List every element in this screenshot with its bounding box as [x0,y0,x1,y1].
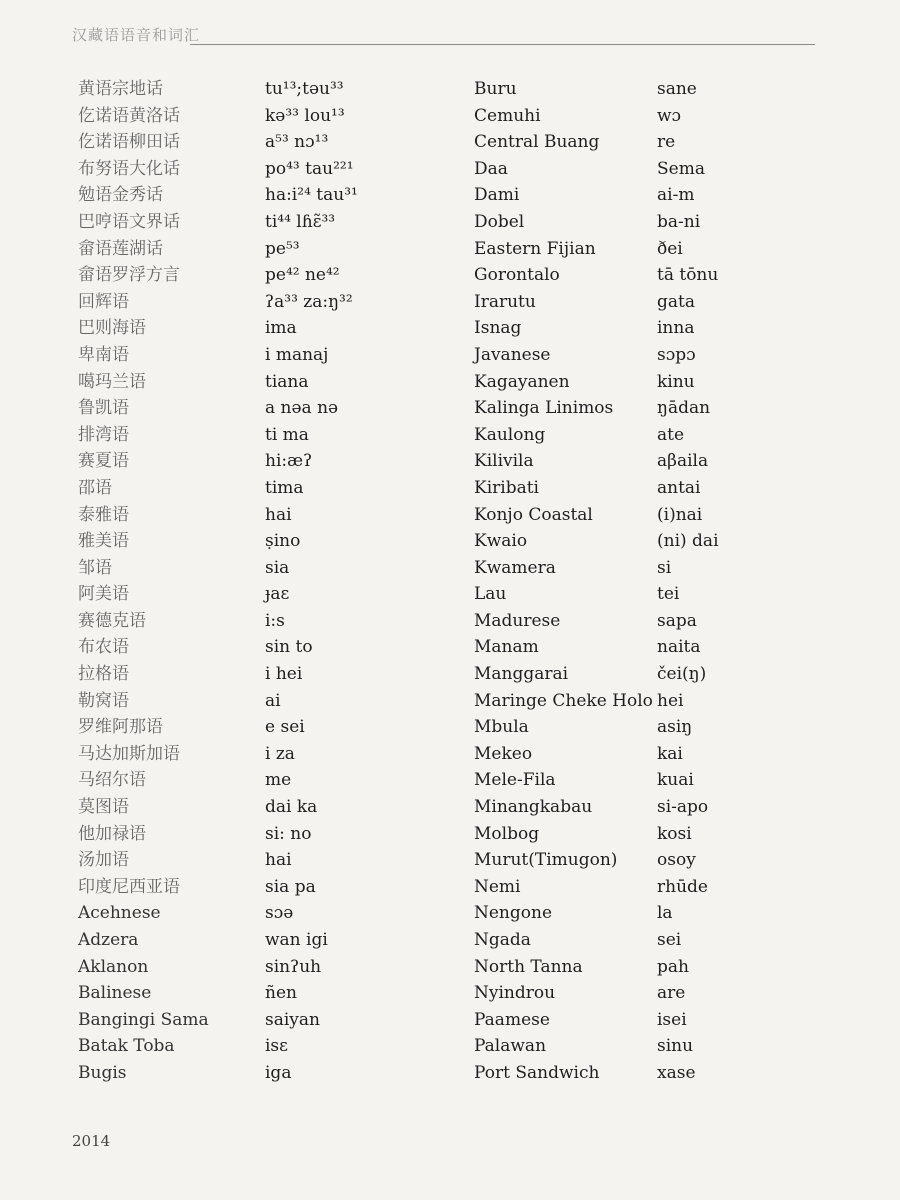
word-form: iga [265,1062,292,1083]
word-form: rhūde [657,876,708,897]
word-form: kinu [657,371,695,392]
language-name: Kiribati [474,477,539,498]
word-form: ŋādan [657,398,711,419]
word-form: a nəa nə [265,398,339,419]
word-form: si-apo [657,797,709,818]
language-name: Mbula [474,717,529,738]
language-name: Kagayanen [474,371,570,392]
word-form: sia pa [265,876,316,897]
word-form: hai [265,504,292,525]
word-form: ðei [657,238,683,259]
language-name: 布农语 [78,637,129,658]
word-form: čei(ŋ) [657,664,707,685]
word-form: antai [657,477,701,498]
language-name: 赛德克语 [78,610,146,631]
word-form: are [657,983,686,1004]
word-form: ṣino [265,531,301,552]
header-rule [190,44,815,45]
language-name: Eastern Fijian [474,238,596,259]
word-form: hei [657,690,684,711]
word-form: tima [265,477,304,498]
word-form: xase [657,1062,696,1083]
word-form: tiana [265,371,309,392]
language-name: Nengone [474,903,553,924]
language-name: Manggarai [474,664,569,685]
language-name: Manam [474,637,539,658]
word-form: ima [265,318,297,339]
language-name: Balinese [78,983,152,1004]
language-column-right [474,76,654,1087]
word-form: ate [657,424,685,445]
language-name: 印度尼西亚语 [78,876,180,897]
language-name: Acehnese [78,903,161,924]
language-name: 排湾语 [78,424,129,445]
language-name: 雅美语 [78,531,129,552]
language-name: 鲁凯语 [78,398,129,419]
word-form: ti⁴⁴ lɦɛ̃³³ [265,211,336,232]
language-name: 莫图语 [78,797,129,818]
language-name: 拉格语 [78,664,129,685]
word-form: si: no [265,823,312,844]
language-name: Dami [474,185,520,206]
language-name: 巴则海语 [78,318,146,339]
word-form: osoy [657,850,696,871]
word-form: tā tōnu [657,265,719,286]
language-name: 马绍尔语 [78,770,146,791]
language-name: Bangingi Sama [78,1009,209,1030]
word-form: pe⁴² ne⁴² [265,265,340,286]
word-form: (ni) dai [657,531,719,552]
word-form: sei [657,930,682,950]
language-name: Buru [474,79,517,99]
word-form: saiyan [265,1009,320,1030]
language-name: Central Buang [474,132,600,153]
page-number: 2014 [72,1132,111,1150]
word-form: aβaila [657,451,709,472]
word-form: dai ka [265,797,318,818]
language-name: Kwamera [474,557,556,578]
language-name: 赛夏语 [78,451,129,472]
word-form: re [657,132,676,153]
language-name: 巴哼语文界话 [78,211,180,232]
language-name: 黄语宗地话 [78,79,163,99]
language-name: Batak Toba [78,1036,175,1057]
word-form: sapa [657,610,697,631]
word-form: wɔ [657,105,682,126]
word-form: hi:æʔ [265,451,313,472]
language-name: Palawan [474,1036,547,1057]
word-form: (i)nai [657,504,703,525]
word-form: sinu [657,1036,694,1057]
word-form: sane [657,79,697,99]
word-form: kosi [657,823,692,844]
word-form: po⁴³ tau²²¹ [265,158,354,179]
language-name: Javanese [474,344,551,365]
language-name: 马达加斯加语 [78,743,180,764]
language-name: 他加禄语 [78,823,146,844]
word-form: tei [657,584,680,605]
word-form: sɔpɔ [657,344,696,365]
word-form: e sei [265,717,305,738]
language-name: Konjo Coastal [474,504,593,525]
language-name: Kilivila [474,451,534,472]
word-form: hai [265,850,292,871]
language-name: 阿美语 [78,584,129,605]
language-name: Mekeo [474,743,533,764]
word-form: naita [657,637,701,658]
language-name: 畲语罗浮方言 [78,265,180,286]
word-form: isei [657,1009,687,1030]
language-name: North Tanna [474,956,583,977]
word-form: sɔə [265,903,294,924]
word-form: ɟaɛ [265,584,290,605]
word-form: ba-ni [657,211,701,232]
word-form: tu¹³;təu³³ [265,79,344,99]
language-name: Maringe Cheke Holo [474,690,653,711]
language-name: Gorontalo [474,265,560,286]
language-name: 勉语金秀话 [78,185,163,206]
language-name: Molbog [474,823,540,844]
language-name: Madurese [474,610,561,631]
word-form: i manaj [265,344,329,365]
word-form: a⁵³ nɔ¹³ [265,132,329,153]
language-name: Bugis [78,1062,127,1083]
language-name: Kalinga Linimos [474,398,614,419]
word-form: Sema [657,158,705,179]
word-form: sia [265,557,290,578]
language-name: Irarutu [474,291,536,312]
word-form: sin to [265,637,313,658]
word-form: i:s [265,610,285,631]
language-name: Kwaio [474,531,528,552]
language-name: Lau [474,584,507,605]
language-name: Port Sandwich [474,1062,600,1083]
language-name: Isnag [474,318,522,339]
language-name: Ngada [474,930,531,950]
word-form: kuai [657,770,694,791]
word-form: ti ma [265,424,309,445]
word-form: gata [657,291,695,312]
language-name: Mele-Fila [474,770,556,791]
language-name: Murut(Timugon) [474,850,618,871]
language-column-left [78,76,258,1087]
running-head: 汉藏语语音和词汇 [72,26,201,44]
word-form: ai-m [657,185,695,206]
language-name: Aklanon [78,956,149,977]
language-name: 邵语 [78,477,112,498]
word-form: asiŋ [657,717,693,738]
word-form: inna [657,318,695,339]
word-form: isɛ [265,1036,288,1057]
word-form: ʔa³³ za:ŋ³² [265,291,353,312]
language-name: Minangkabau [474,797,593,818]
language-name: 罗维阿那语 [78,717,163,738]
language-name: Paamese [474,1009,550,1030]
word-form: i hei [265,664,303,685]
language-name: 布努语大化话 [78,158,180,179]
word-form: ai [265,690,281,711]
word-form: kə³³ lou¹³ [265,105,345,126]
language-name: Kaulong [474,424,546,445]
word-form: ñen [265,983,297,1004]
word-form: ha:i²⁴ tau³¹ [265,185,358,206]
word-form: la [657,903,673,924]
word-form: wan igi [265,930,328,950]
word-form: sinʔuh [265,956,322,977]
word-form: si [657,557,672,578]
language-name: Adzera [78,930,139,950]
language-name: Daa [474,158,508,179]
word-form: kai [657,743,683,764]
word-form: pe⁵³ [265,238,300,259]
language-name: 勒窝语 [78,690,129,711]
word-form: me [265,770,292,791]
language-name: 仡诺语黄洛话 [78,105,180,126]
word-form: i za [265,743,295,764]
word-column-left [265,76,465,1087]
language-name: 噶玛兰语 [78,371,146,392]
language-name: Nemi [474,876,521,897]
language-name: 汤加语 [78,850,129,871]
language-name: 畲语莲湖话 [78,238,163,259]
language-name: Dobel [474,211,525,232]
language-name: 泰雅语 [78,504,129,525]
word-column-right [657,76,837,1087]
language-name: 邹语 [78,557,112,578]
language-name: 仡诺语柳田话 [78,132,180,153]
language-name: Nyindrou [474,983,556,1004]
language-name: 卑南语 [78,344,129,365]
language-name: Cemuhi [474,105,541,126]
language-name: 回辉语 [78,291,129,312]
word-form: pah [657,956,689,977]
